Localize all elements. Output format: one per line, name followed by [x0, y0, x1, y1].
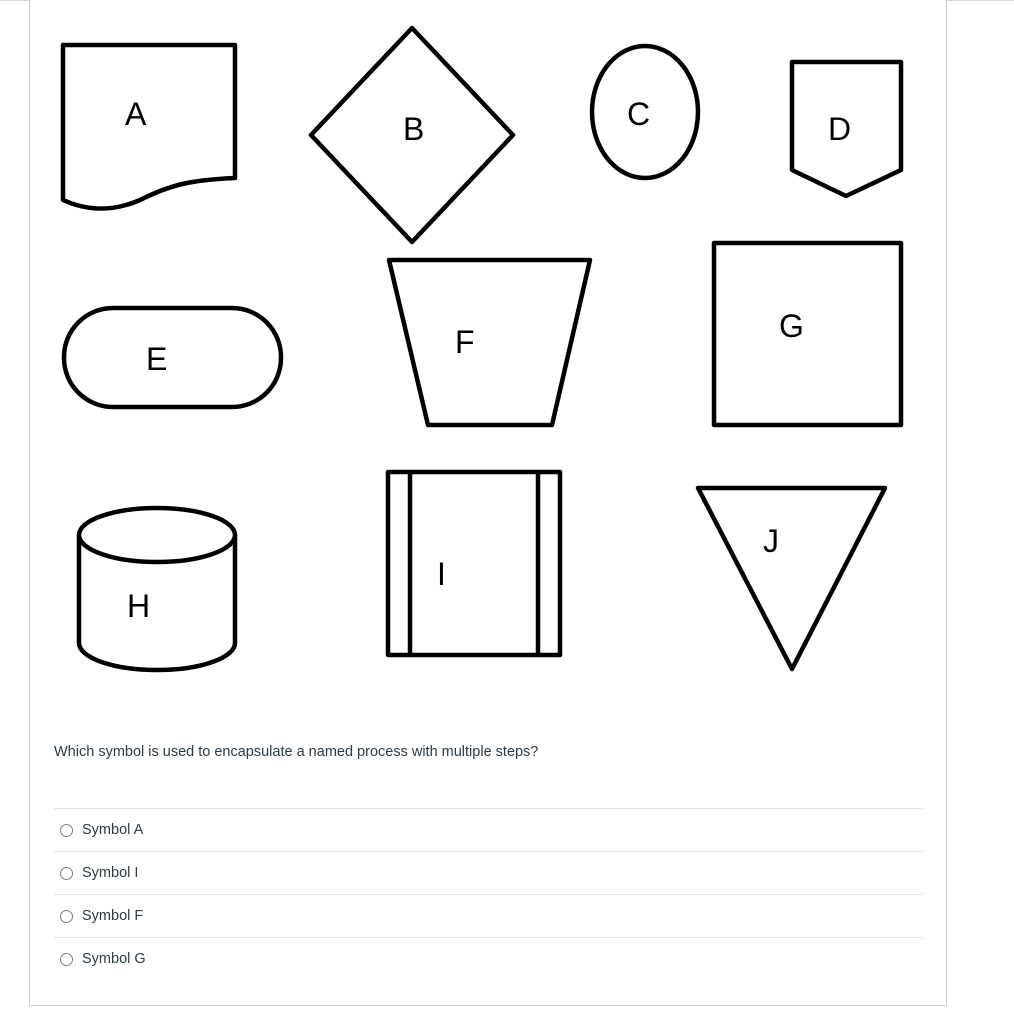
- radio-button-icon[interactable]: [60, 867, 73, 880]
- symbol-a-label: A: [125, 96, 147, 132]
- answer-option-f[interactable]: [54, 894, 925, 937]
- answer-list: [54, 808, 925, 980]
- radio-button-icon[interactable]: [60, 953, 73, 966]
- symbol-i-label: I: [437, 556, 446, 592]
- radio-button-icon[interactable]: [60, 910, 73, 923]
- symbol-h-label: H: [127, 588, 151, 624]
- symbol-b-label: B: [403, 111, 425, 147]
- answer-label[interactable]: Symbol A: [82, 822, 144, 838]
- symbol-i: [388, 472, 560, 655]
- answer-option-i[interactable]: [54, 851, 925, 894]
- symbol-d: [792, 62, 901, 196]
- symbol-e: [64, 308, 281, 407]
- symbol-c: [592, 46, 698, 178]
- symbol-h: [79, 508, 235, 670]
- symbol-g-label: G: [779, 308, 804, 344]
- symbol-g: [714, 243, 901, 425]
- symbol-f: [389, 260, 590, 425]
- answer-label[interactable]: Symbol G: [82, 951, 146, 967]
- symbol-c-label: C: [627, 96, 651, 132]
- symbol-a: [63, 45, 235, 209]
- question-text: Which symbol is used to encapsulate a named process with multiple steps?: [54, 744, 539, 760]
- flowchart-symbols-svg: [30, 10, 930, 700]
- flowchart-symbols-figure: [30, 10, 930, 700]
- symbol-f-label: F: [455, 324, 475, 360]
- radio-button-icon[interactable]: [60, 824, 73, 837]
- symbol-e-label: E: [146, 341, 168, 377]
- symbol-j: [698, 488, 885, 669]
- answer-label[interactable]: Symbol F: [82, 908, 144, 924]
- answer-option-a[interactable]: [54, 808, 925, 851]
- symbol-d-label: D: [828, 111, 852, 147]
- symbol-j-label: J: [763, 523, 779, 559]
- symbol-b: [311, 28, 513, 242]
- answer-option-g[interactable]: [54, 937, 925, 980]
- answer-label[interactable]: Symbol I: [82, 865, 139, 881]
